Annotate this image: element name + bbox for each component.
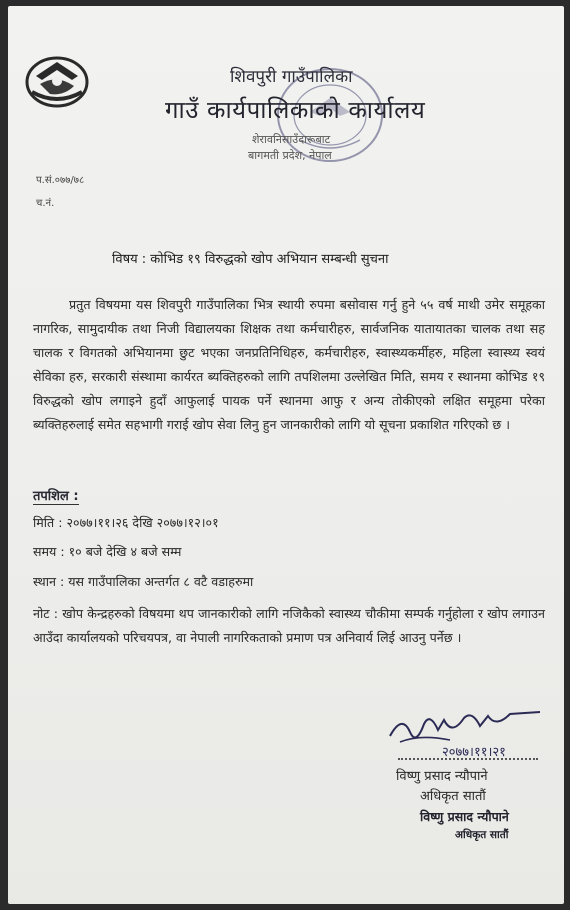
subject-line: विषय : कोभिड १९ विरुद्धको खोप अभियान सम्बन्धी सुचना [112, 252, 389, 267]
signature-date: २०७७।११।२१ [442, 745, 506, 760]
detail-time: समय : १० बजे देखि ४ बजे सम्म [33, 544, 182, 559]
handwritten-signature [380, 706, 555, 762]
signature-line [398, 758, 538, 760]
detail-place: स्थान : यस गाउँपालिका अन्तर्गत ८ वटै वडाहरुमा [33, 574, 254, 589]
nepal-emblem-icon [24, 54, 90, 108]
municipality-name: शिवपुरी गाउँपालिका [230, 67, 353, 87]
note-text: नोट : खोप केन्द्रहरुको विषयमा थप जानकारीको लागि नजिकैको स्वास्थ्य चौकीमा सम्पर्क गर्नुहोला र खोप लगाउन आउँदा कार्यालयको परिचयपत्र, वा नेपाली नागरिकताको प्रमाण पत्र अनिवार्य लिई आउनु पर्नेछ । [33, 606, 545, 645]
detail-date: मिति : २०७७।११।२६ देखि २०७७।१२।०१ [33, 515, 219, 530]
signer-name: विष्णु प्रसाद न्यौपाने [396, 769, 488, 784]
office-title: गाउँ कार्यपालिकाको कार्यालय [165, 96, 426, 124]
details-heading: तपशिल : [33, 486, 79, 505]
office-province: बागमती प्रदेश, नेपाल [248, 149, 332, 162]
name-seal: विष्णु प्रसाद न्यौपाने [420, 809, 509, 824]
title-seal: अधिकृत सातौं [455, 829, 509, 841]
signer-title: अधिकृत सातौं [420, 789, 486, 804]
letter-number: प.सं.०७७/७८ [36, 175, 85, 186]
dispatch-number: च.नं. [36, 198, 55, 209]
office-address: शेरावनिसाउँदारूबाट [252, 133, 331, 146]
notice-body: प्रतुत विषयमा यस शिवपुरी गाउँपालिका भित्र स्थायी रुपमा बसोवास गर्नु हुने ५५ वर्ष माथी उमेर समूहका नागरिक, सामुदायीक तथा निजी विद्यालयका शिक्षक तथा कर्मचारीहरु, सार्वजनिक यातायातका चालक तथा सह चालक र विगतको अभियानमा छुट भएका जनप्रतिनिधिहरु, कर्मचारीहरु, स्वास्थ्यकर्मीहरु, महिला स्वास्थ्य स्वयं सेविका हरु, सरकारी संस्थामा कार्यरत ब्यक्तिहरुको लागि तपशिलमा उल्लेखित मिति, समय र स्थानमा कोभिड १९ विरुद्धको खोप लगाइने हुदाँ आफुलाई पायक पर्ने स्थानमा आफु र अन्य तोकीएको लक्षित समूहमा परेका ब्यक्तिहरुलाई समेत सहभागी गराई खोप सेवा लिनु हुन जानकारीको लागि यो सूचना प्रकाशित गरिएको छ । [33, 297, 545, 432]
